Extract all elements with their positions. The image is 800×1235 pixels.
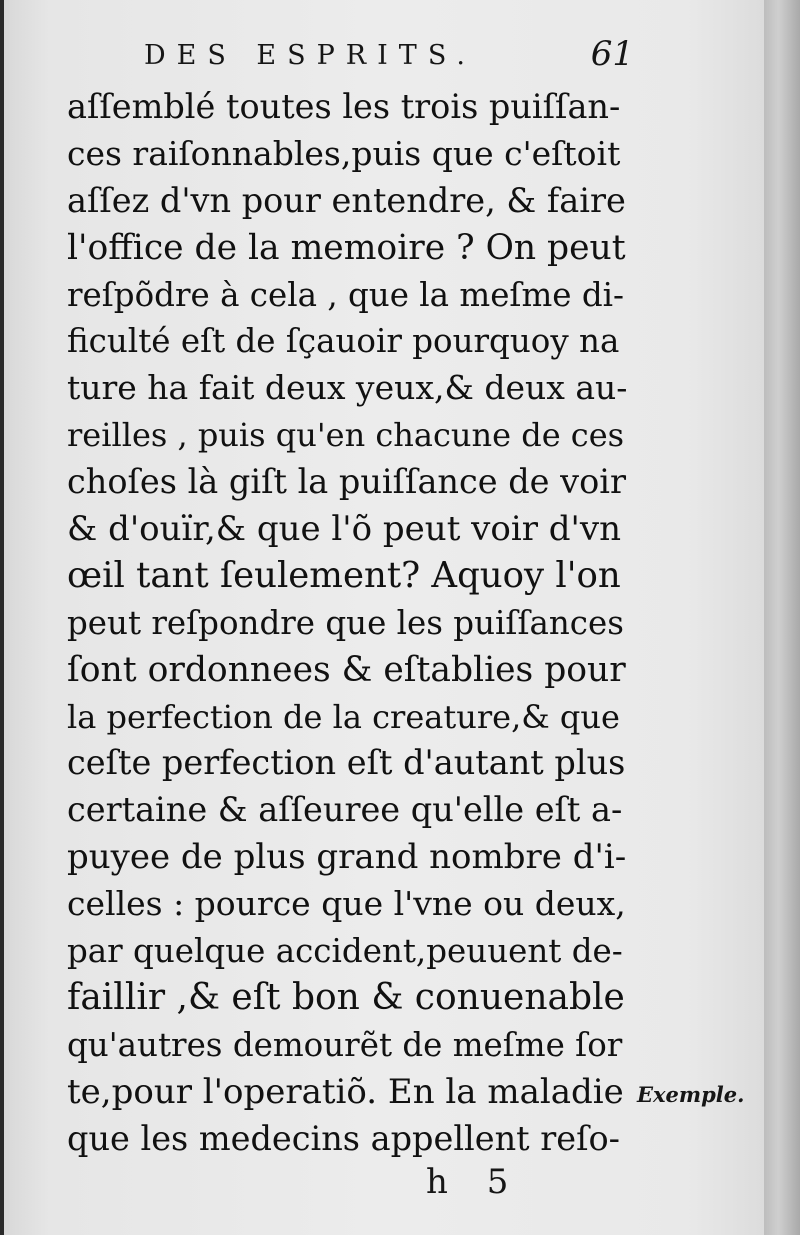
- page-header: [144, 32, 634, 82]
- text-line: choſes là giſt la puiſſance de voir: [67, 462, 626, 502]
- text-line: ceſte perfection eſt d'autant plus: [67, 743, 626, 783]
- text-line: & d'ouïr,& que l'õ peut voir d'vn: [67, 509, 621, 550]
- text-line: faillir ,& eſt bon & conuenable: [67, 976, 625, 1018]
- text-line: ture ha fait deux yeux,& deux au-: [67, 368, 628, 408]
- body-text: [67, 84, 627, 1162]
- text-line: qu'autres demourẽt de meſme ſor: [67, 1025, 623, 1064]
- margin-note: Exemple.: [637, 1082, 745, 1107]
- text-line: œil tant ſeulement? Aquoy l'on: [67, 554, 621, 596]
- text-line: peut reſpondre que les puiſſances: [67, 603, 624, 642]
- text-line: l'office de la memoire ? On peut: [67, 227, 626, 268]
- signature-mark: h 5: [426, 1162, 523, 1202]
- text-line: celles : pource que l'vne ou deux,: [67, 884, 626, 924]
- book-page: [4, 0, 764, 1235]
- text-line: reilles , puis qu'en chacune de ces: [67, 416, 625, 455]
- text-line: puyee de plus grand nombre d'i-: [67, 837, 627, 878]
- text-line: te,pour l'operatiõ. En la maladie: [67, 1071, 624, 1112]
- page-number: 61: [590, 34, 634, 74]
- text-line: aſſez d'vn pour entendre, & faire: [67, 180, 626, 220]
- text-line: ficulté eſt de ſçauoir pourquoy na: [67, 322, 620, 361]
- text-line: ſont ordonnees & eſtablies pour: [67, 649, 626, 690]
- text-line: aſſemblé toutes les trois puiſſan-: [67, 87, 621, 126]
- text-line: que les medecins appellent reſo-: [67, 1118, 620, 1158]
- running-head: DES ESPRITS.: [144, 40, 476, 71]
- text-line: ces raiſonnables,puis que c'eſtoit: [67, 133, 621, 173]
- text-line: reſpõdre à cela , que la meſme di-: [67, 275, 625, 314]
- facing-page-edge: [764, 0, 800, 1235]
- text-line: la perfection de la creature,& que: [67, 697, 620, 736]
- text-line: par quelque accident,peuuent de-: [67, 932, 623, 971]
- text-line: certaine & aſſeuree qu'elle eſt a-: [67, 790, 623, 830]
